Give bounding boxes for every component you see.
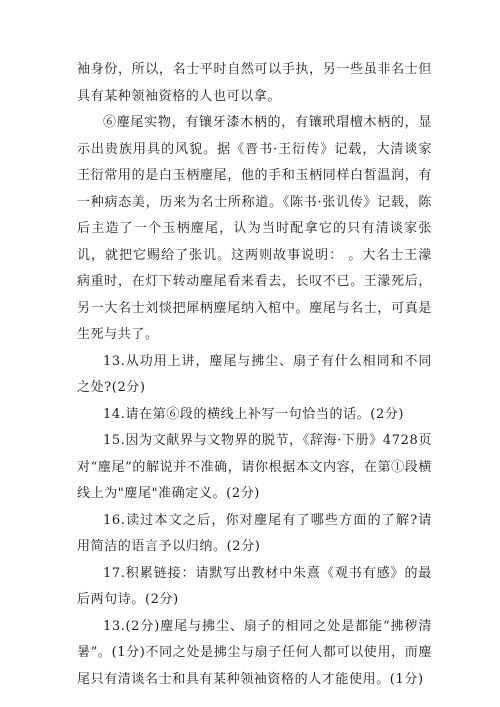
question-13: 13.从功用上讲，麈尾与拂尘、扇子有什么相同和不同之处?(2分) — [77, 353, 432, 395]
document-body — [77, 57, 432, 693]
answer-13: 13.(2分)麈尾与拂尘、扇子的相同之处是都能“拂秽清暑”。(1分)不同之处是拂尘与扇子任何人都可以使用，而麈尾只有清谈名士和具有某种领袖资格的人才能使用。(1分) — [77, 618, 432, 687]
question-17: 17.积累链接：请默写出教材中朱熹《观书有感》的最后两句诗。(2分) — [77, 565, 432, 607]
question-15: 15.因为文献界与文物界的脱节，《辞海·下册》4728页对“麈尾”的解说并不准确，请你根据本文内容，在第①段横线上为"麈尾"准确定义。(2分) — [77, 433, 432, 501]
paragraph-6: ⑥麈尾实物，有镶牙漆木柄的，有镶玳瑁檀木柄的，显示出贵族用具的风貌。据《晋书·王衍传》记载，大清谈家王衍常用的是白玉柄麈尾，他的手和玉柄同样白皙温润，有一种病态美，历来为名士所称道。《陈书·张讥传》记载，陈后主造了一个玉柄麈尾，认为当时配拿它的只有清谈家张讥，就把它赐给了张讥。这两则故事说明： 。大名士王濛病重时，在灯下转动麈尾看来看去，长叹不已。王濛死后，另一大名士刘惔把犀柄麈尾纳入棺中。麈尾与名士，可真是生死与共了。 — [77, 115, 432, 342]
paragraph-continuation: 袖身份，所以，名士平时自然可以手执，另一些虽非名士但具有某种领袖资格的人也可以拿。 — [77, 62, 432, 104]
question-14: 14.请在第⑥段的横线上补写一句恰当的话。(2分) — [103, 406, 405, 422]
question-16: 16.读过本文之后，你对麈尾有了哪些方面的了解?请用简洁的语言予以归纳。(2分) — [77, 512, 432, 554]
